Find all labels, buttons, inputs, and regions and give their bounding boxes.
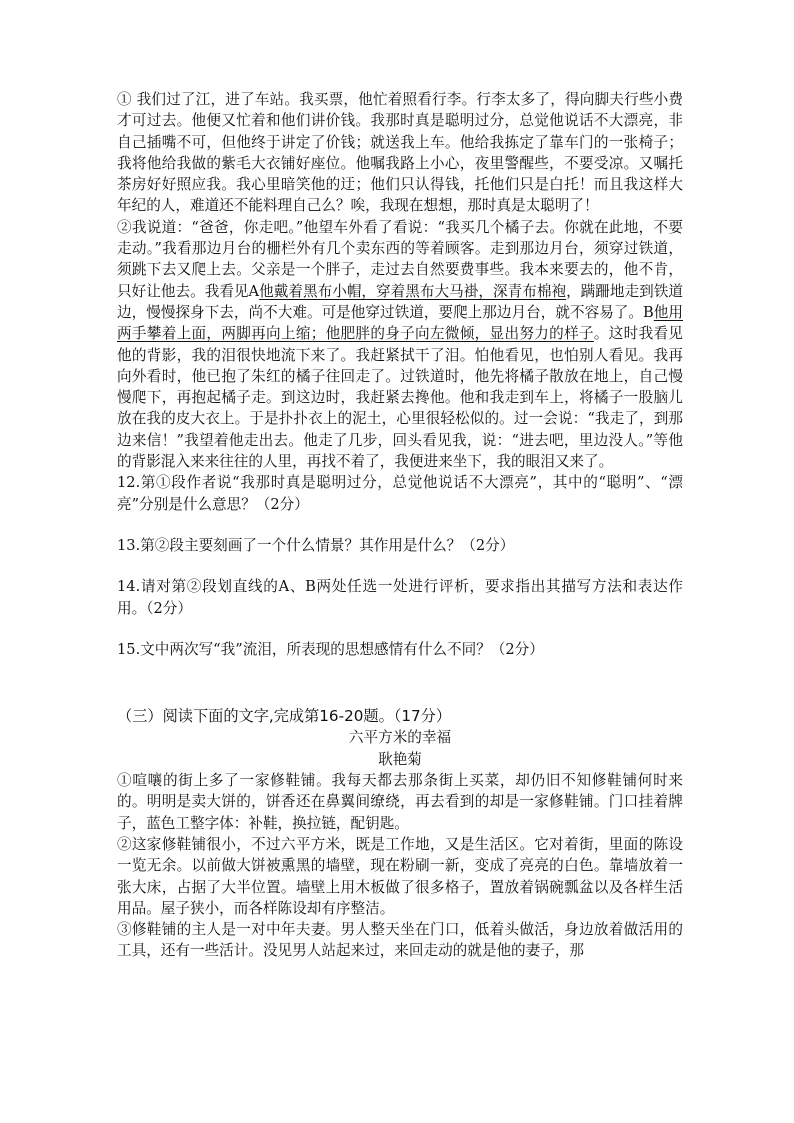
article-title: 六平方米的幸福 [348, 729, 452, 747]
passage-paragraph-1: ① 我们过了江，进了车站。我买票，他忙着照看行李。行李太多了，得向脚夫行些小费才可过去。他便又忙着和他们讲价钱。我那时真是聪明过分，总觉他说话不大漂亮，非自己插嘴不可，但他终于讲定了价钱；就送我上车。他给我拣定了靠车门的一张椅子；我将他给我做的紫毛大衣铺好座位。他嘱我路上小心，夜里警醒些，不要受凉。又嘱托茶房好好照应我。我心里暗笑他的迂；他们只认得钱，托他们只是白托！而且我这样大年纪的人，难道还不能料理自己么？唉，我现在想想，那时真是太聪明了！ [117, 91, 683, 215]
question-13: 13.第②段主要刻画了一个什么情景？其作用是什么？（2分） [117, 536, 515, 554]
paragraph-2-text-c: 。这时我看见他的背影，我的泪很快地流下来了。我赶紧拭干了泪。怕他看见，也怕别人看见。我再向外看时，他已抱了朱红的橘子往回走了。过铁道时，他先将橘子散放在地上，自己慢慢爬下，再抱起橘子走。到这边时，我赶紧去搀他。他和我走到车上，将橘子一股脑儿放在我的皮大衣上。于是扑扑衣上的泥土，心里很轻松似的。过一会说：“我走了，到那边来信！”我望着他走出去。他走了几步，回头看见我，说：“进去吧，里边没人。”等他的背影混入来来往往的人里，再找不着了，我便进来坐下，我的眼泪又来了。 [117, 325, 683, 471]
underlined-sentence-a: 他戴着黑布小帽，穿着黑布大马褂，深青布棉袍 [259, 282, 567, 300]
article-paragraph-3: ③修鞋铺的主人是一对中年夫妻。男人整天坐在门口，低着头做活，身边放着做活用的工具，还有一些活计。没见男人站起来过，来回走动的就是他的妻子，那 [117, 921, 683, 960]
paragraph-2-text-a: ②我说道：“爸爸，你走吧。”他望车外看了看说：“我买几个橘子去。你就在此地，不要走动。”我看那边月台的栅栏外有几个卖东西的等着顾客。走到那边月台，须穿过铁道，须跳下去又爬上去。父亲是一个胖子，走过去自然要费事些。我本来要去的，他不肯，只好让他去。我看见A [117, 218, 683, 300]
article-paragraph-1: ①喧嚷的街上多了一家修鞋铺。我每天都去那条街上买菜，却仍旧不知修鞋铺何时来的。明明是卖大饼的，饼香还在鼻翼间缭绕，再去看到的却是一家修鞋铺。门口挂着牌子，蓝色工整字体：补鞋，换拉链，配钥匙。 [117, 772, 683, 832]
section-3-heading: （三）阅读下面的文字,完成第16-20题。（17分） [117, 707, 452, 726]
underlined-sentence-b: 他用两手攀着上面，两脚再向上缩；他肥胖的身子向左微倾，显出努力的样子 [117, 303, 683, 343]
question-15: 15.文中两次写“我”流泪，所表现的思想感情有什么不同？（2分） [117, 640, 544, 658]
paragraph-2-text-b: ，蹒跚地走到铁道边，慢慢探身下去，尚不大难。可是他穿过铁道，要爬上那边月台，就不容易了。B [117, 282, 683, 321]
document-content [117, 89, 683, 962]
question-14: 14.请对第②段划直线的A、B两处任选一处进行评析，要求指出其描写方法和表达作用。（2分） [117, 578, 683, 617]
article-author: 耿艳菊 [378, 750, 422, 768]
question-12: 12.第①段作者说“我那时真是聪明过分，总觉他说话不大漂亮”，其中的“聪明”、“漂亮”分别是什么意思？（2分） [117, 474, 683, 513]
article-paragraph-2: ②这家修鞋铺很小，不过六平方米，既是工作地，又是生活区。它对着街，里面的陈设一览无余。以前做大饼被熏黑的墙壁，现在粉刷一新，变成了亮亮的白色。靠墙放着一张大床，占据了大半位置。墙壁上用木板做了很多格子，置放着锅碗瓢盆以及各样生活用品。屋子狭小，而各样陈设却有序整洁。 [117, 835, 683, 917]
passage-paragraph-2 [117, 217, 683, 473]
